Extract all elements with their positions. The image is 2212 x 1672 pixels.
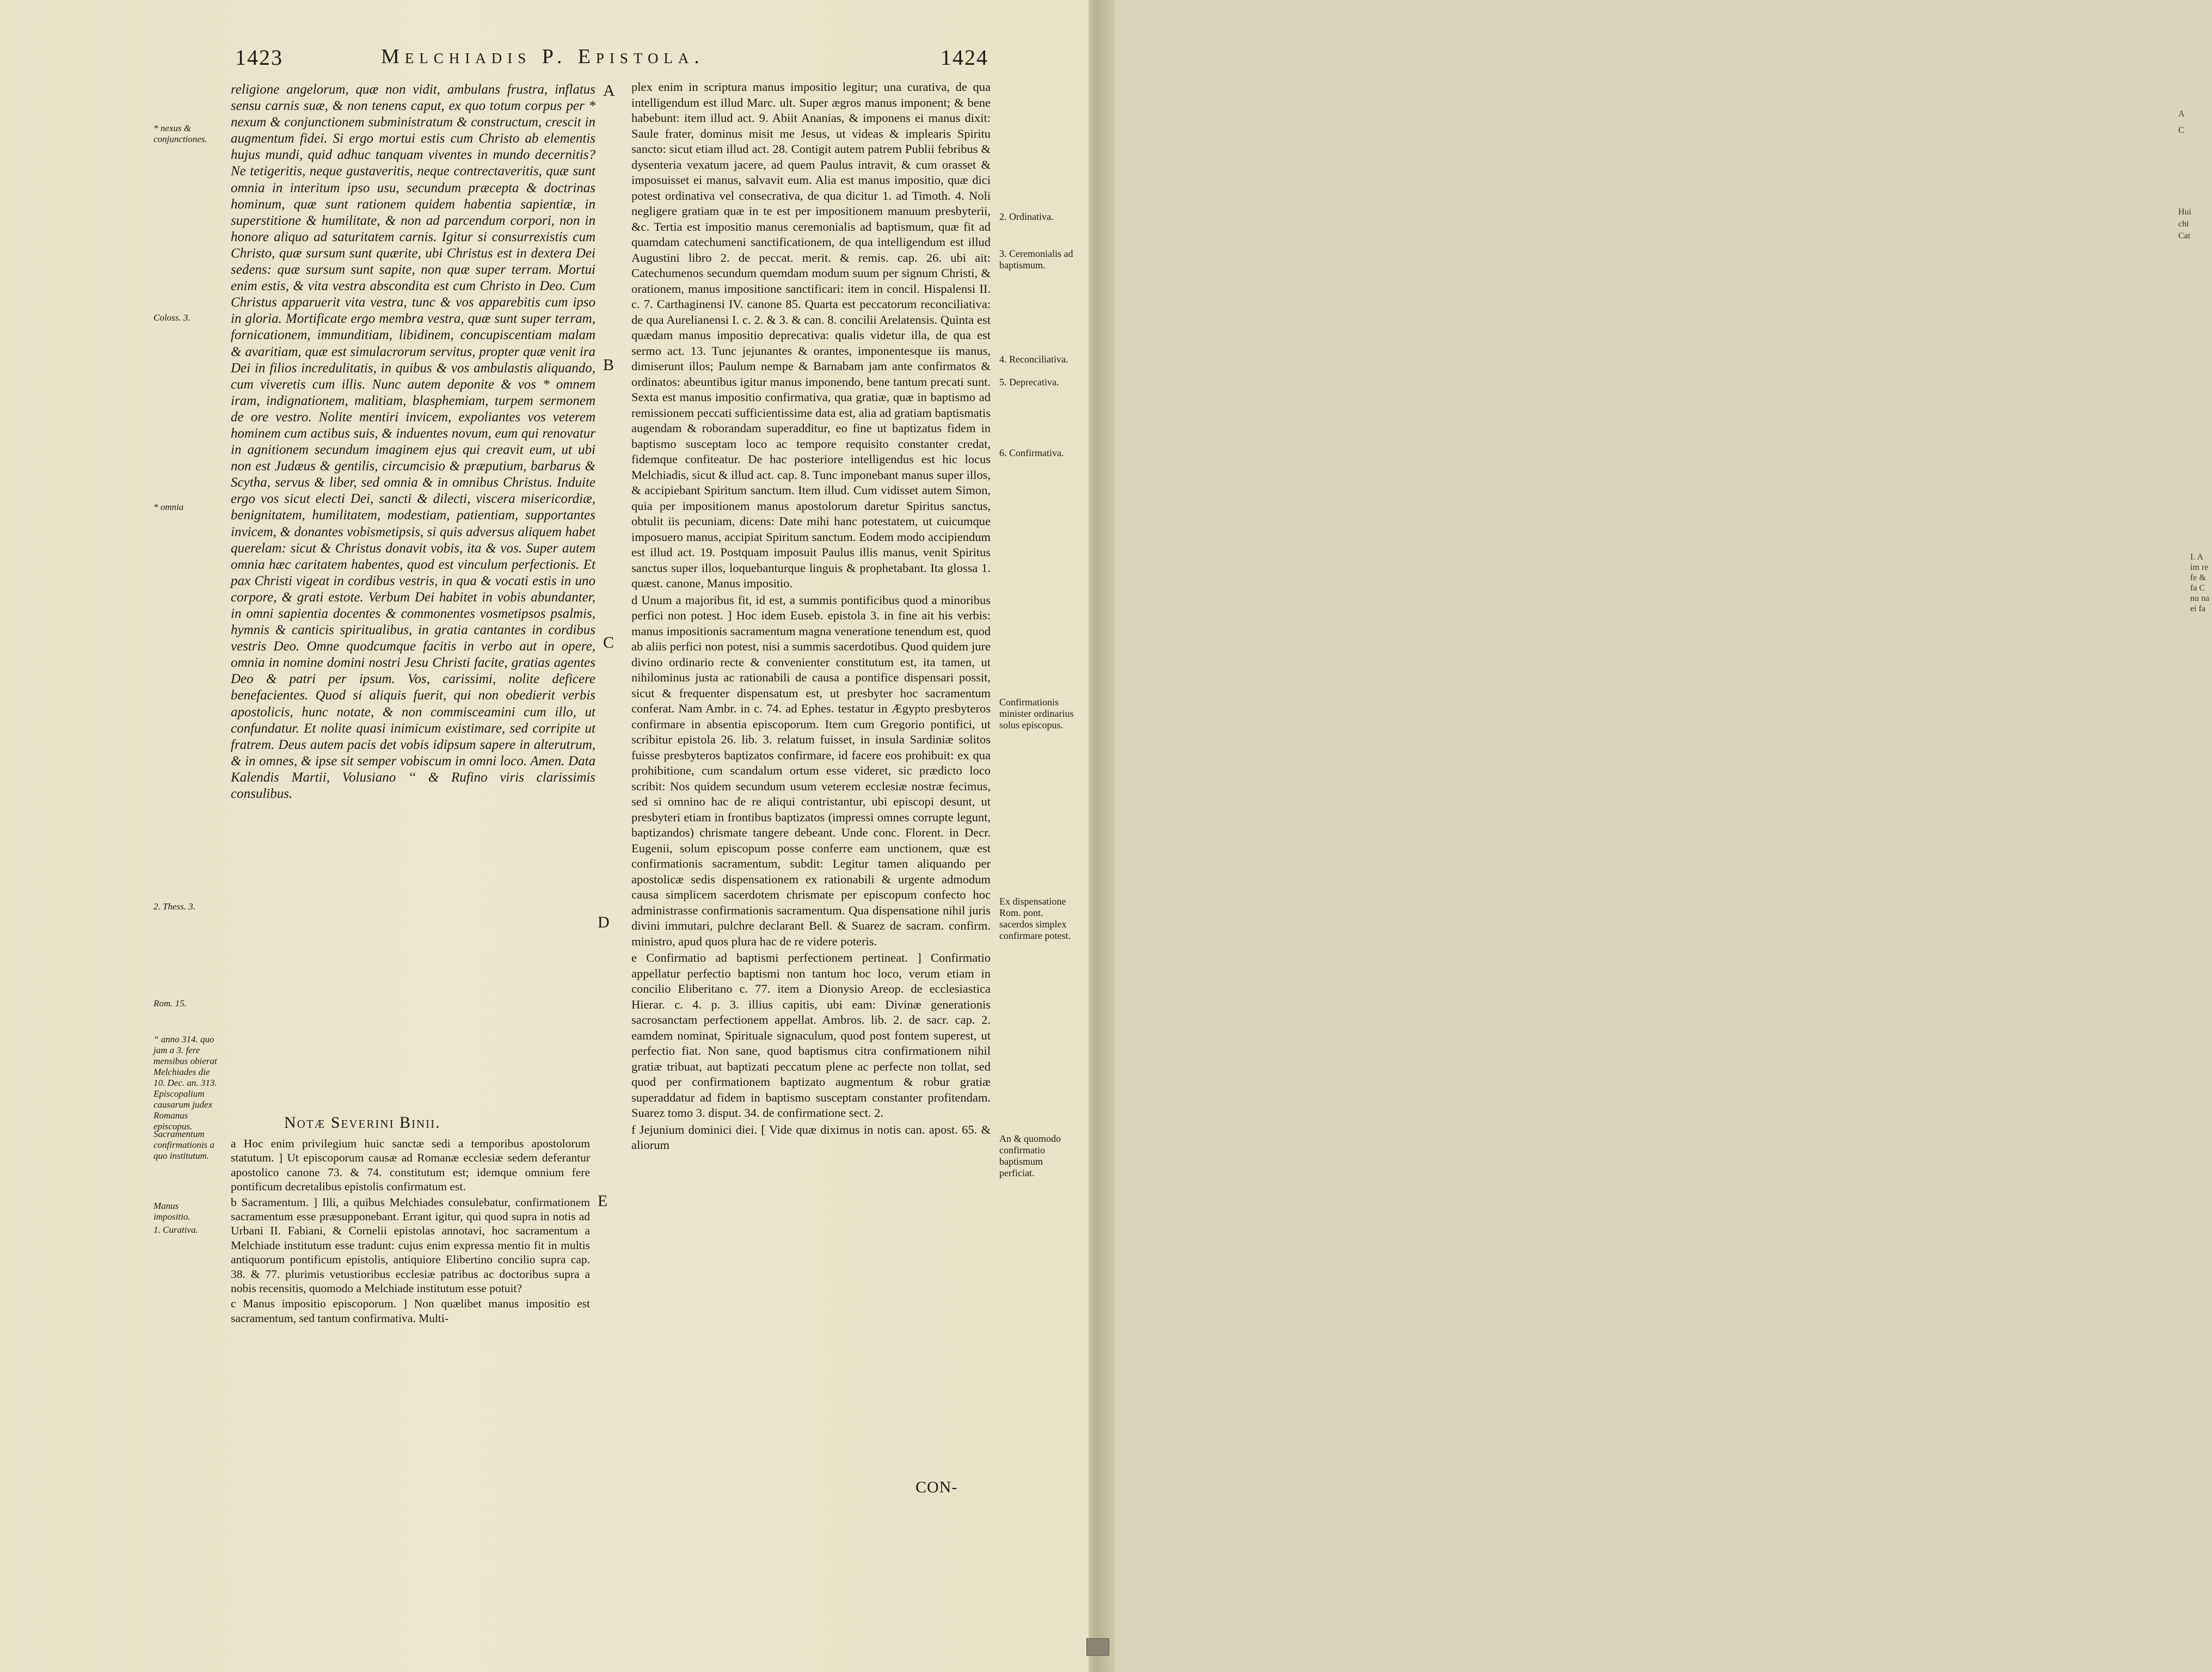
right-page-number: 1424 xyxy=(941,45,988,70)
margin-note-deprecativa: 5. Deprecativa. xyxy=(999,377,1059,388)
book-page xyxy=(0,0,1089,1672)
facing-page-edge xyxy=(1089,0,2210,1672)
edge-text-1: A xyxy=(2178,109,2185,119)
section-letter-d: D xyxy=(598,913,610,931)
note-c: c Manus impositio episcoporum. ] Non quælibet manus impositio est sacramentum, sed tantum confirmativa. Multi- xyxy=(231,1297,590,1325)
notes-heading: Notæ Severini Binii. xyxy=(284,1114,441,1132)
left-page-number: 1423 xyxy=(235,45,283,70)
margin-note-omnia: * omnia xyxy=(153,502,184,512)
margin-note-anno: “ anno 314. quo jam a 3. fere mensibus obierat Melchiades die 10. Dec. an. 313. xyxy=(153,1034,217,1088)
margin-note-coloss: Coloss. 3. xyxy=(153,312,191,323)
margin-note-perficiat: An & quomodo confirmatio baptismum perficiat. xyxy=(999,1133,1061,1178)
bookmark-tab xyxy=(1086,1638,1109,1656)
edge-text-2: C xyxy=(2178,126,2184,135)
section-letter-a: A xyxy=(603,82,615,100)
margin-note-ceremonialis: 3. Ceremonialis ad baptismum. xyxy=(999,248,1073,271)
note-e: e Confirmatio ad baptismi perfectionem pertineat. ] Confirmatio appellatur perfectio baptismi non tantum hoc loco, verum etiam in concilio Eliberitano c. 77. item a Dionysio Areop. de ecclesiastica Hierar. c. 4. p. 3. illius capitis, ubi eam: Divinæ generationis sacrosanctam perfectionem appellat. Ambros. lib. 2. de sacr. cap. 2. eamdem nominat, Spirituale signaculum, quod post fontem superest, ut perfectio fiat. Non sane, quod baptismus citra confirmationem nihil gratiæ tribuat, aut baptizati peccatum plene ac perfecte non tollat, sed quod per confirmationem baptizato augmentum & robur gratiæ superaddatur ad fidem in baptismo susceptam constanter profitendam. Suarez tomo 3. disput. 34. de confirmatione sect. 2. xyxy=(631,951,991,1120)
note-f: f Jejunium dominici diei. [ Vide quæ diximus in notis can. apost. 65. & aliorum xyxy=(631,1122,991,1152)
running-header xyxy=(0,45,1089,77)
edge-text-3: Hui xyxy=(2178,207,2191,217)
margin-note-dispensatione: Ex dispensatione Rom. pont. sacerdos simplex confirmare potest. xyxy=(999,896,1071,941)
margin-note-episcopalium: Episcopalium causarum judex Romanus episcopus. xyxy=(153,1089,213,1132)
epistle-paragraph: religione angelorum, quæ non vidit, ambulans frustra, inflatus sensu carnis suæ, & non tenens caput, ex quo totum corpus per * nexum & conjunctionem subministratum & constructum, crescit in augmentum fidei. Si ergo mortui estis cum Christo ab elementis hujus mundi, quid adhuc tanquam viventes in mundo decernitis? Ne tetigeritis, neque gustaveritis, neque contrectaveritis, quæ sunt omnia in interitum ipso usu, secundum præcepta & doctrinas hominum, quæ sunt rationem quidem habentia sapientiæ, in superstitione & humilitate, & non ad parcendum corpori, non in honore aliquo ad saturitatem carnis. Igitur si consurrexistis cum Christo, quæ sursum sunt quærite, ubi Christus est in dextera Dei sedens: quæ sursum sunt sapite, non quæ super terram. Mortui enim estis, & vita vestra abscondita est cum Christo in Deo. Cum Christus apparuerit vita vestra, tunc & vos apparebitis cum ipso in gloria. Mortificate ergo membra vestra, quæ sunt super terram, fornicationem, immunditiam, libidinem, concupiscentiam malam & avaritiam, quæ est simulacrorum servitus, propter quæ venit ira Dei in filios incredulitatis, in quibus & vos ambulastis aliquando, cum viveretis cum illis. Nunc autem deponite & vos * omnem iram, indignationem, malitiam, blasphemiam, turpem sermonem de ore vestro. Nolite mentiri invicem, expoliantes vos veterem hominem cum actibus suis, & induentes novum, eum qui renovatur in agnitionem secundum imaginem ejus qui creavit eum, ut ubi non est Judæus & gentilis, circumcisio & præputium, barbarus & Scytha, servus & liber, sed omnia & in omnibus Christus. Induite ergo vos sicut electi Dei, sancti & dilecti, viscera misericordiæ, benignitatem, humilitatem, modestiam, patientiam, supportantes invicem, & donantes vobismetipsis, si quis adversus aliquem habet querelam: sicut & Christus donavit vobis, ita & vos. Super autem omnia hæc caritatem habentes, quod est vinculum perfectionis. Et pax Christi vigeat in cordibus vestris, in qua & vocati estis in uno corpore, & grati estote. Verbum Dei habitet in vobis abundanter, in omni sapientia docentes & commonentes vosmetipsos psalmis, hymnis & canticis spiritualibus, in gratia cantantes in cordibus vestris Deo. Omne quodcumque facitis in verbo aut in opere, omnia in nomine domini nostri Jesu Christi facite, gratias agentes Deo & patri per ipsum. Vos, carissimi, nolite deficere benefacientes. Quod si aliquis fuerit, qui non obedierit verbis apostolicis, hunc notate, & non commisceamini cum illo, ut confundatur. Et nolite quasi inimicum existimare, sed corripite ut fratrem. Deus autem pacis det vobis idipsum sapere in alterutrum, & in omnes, & ipse sit semper vobiscum in omni loco. Amen. Data Kalendis Martii, Volusiano ‘‘ & Rufino viris clarissimis consulibus. xyxy=(231,82,595,802)
commentary-column xyxy=(631,79,991,1154)
margin-note-manus: Manus impositio. xyxy=(153,1201,191,1222)
section-letter-c: C xyxy=(603,634,615,651)
margin-note-rom: Rom. 15. xyxy=(153,998,187,1009)
edge-text-4: chi xyxy=(2178,219,2189,229)
margin-note-minister: Confirmationis minister ordinarius solus episcopus. xyxy=(999,697,1074,730)
edge-text-5: Cat xyxy=(2178,231,2191,241)
commentary-c-continued: plex enim in scriptura manus impositio legitur; una curativa, de qua intelligendum est illud Marc. ult. Super ægros manus imponent; & bene habebunt: item illud act. 9. Abiit Ananias, & imponens ei manus dixit: Saule frater, dominus misit me Jesus, ut videas & implearis Spiritu sancto: sicut etiam illud act. 28. Contigit autem patrem Publii febribus & dysenteria vexatum jacere, ad quem Paulus intravit, & cum orasset & imposuisset ei manus, salvavit eum. Alia est manus impositio, quæ dici potest ordinativa vel consecrativa, de qua dicitur 1. ad Timoth. 4. Noli negligere gratiam quæ in te est per impositionem manuum presbyterii, &c. Tertia est impositio manus ceremonialis ad baptismum, quæ fit ad quamdam catechumeni sanctificationem, de qua intelligendum est illud Augustini libro 2. de peccat. merit. & remis. cap. 26. ubi ait: Catechumenos secundum quemdam modum suum per signum Christi, & orationem, manus impositione sanctificari: item in concil. Hispalensi II. c. 7. Carthaginensi IV. canone 85. Quarta est peccatorum reconciliativa: de qua Aurelianensi I. c. 2. & 3. & can. 8. concilii Arelatensis. Quinta est quædam manus impositio deprecativa: qualis videtur illa, de qua est sermo act. 13. Tunc jejunantes & orantes, imponentesque iis manus, dimiserunt illos; Paulum nempe & Barnabam jam ante confirmatos & ordinatos: abeuntibus igitur manus imponendo, bene tantum precati sunt. Sexta est manus impositio confirmativa, qua gratiæ, quæ in baptismo ad remissionem peccati sufficientissime data est, alia ad gratiam baptismatis augendam & roborandam superadditur, eo fine ut baptizatus fidem in baptismo susceptam loco ac tempore requisito constanter credat, fidemque confiteatur. De hac posteriore intelligendus est hic locus Melchiadis, sicut & illud act. cap. 8. Tunc imponebant manus super illos, & accipiebant Spiritum sanctum. Item illud. Cum vidisset autem Simon, quia per impositionem manus apostolorum daretur Spiritus sanctus, obtulit iis pecuniam, dicens: Date mihi hanc potestatem, ut cuicumque imposuero manus, accipiat Spiritum sanctum. Eodem modo accipiendum est illud act. 19. Postquam imposuit Paulus illis manus, venit Spiritus sanctus super illos, loquebanturque linguis & prophetabant. Ita glossa 1. quæst. canone, Manus impositio. xyxy=(631,80,991,590)
running-title: Melchiadis P. Epistola. xyxy=(381,45,705,68)
note-b: b Sacramentum. ] Illi, a quibus Melchiades consulebatur, confirmationem sacramentum esse præsupponebant. Errant igitur, qui quod supra in notis ad Urbani II. Fabiani, & Cornelii epistolas annotavi, hoc sacramentum a Melchiade institutum esse tradunt: cujus enim expressa mentio fit in multis antiquorum pontificum epistolis, antiquiore Elibertino concilio supra cap. 38. & 77. plurimis vetustioribus ecclesiæ patribus ac doctoribus supra a nobis recensitis, quomodo a Melchiade institutum esse potuit? xyxy=(231,1195,590,1295)
margin-note-confirmativa: 6. Confirmativa. xyxy=(999,447,1064,458)
margin-note-ordinativa: 2. Ordinativa. xyxy=(999,211,1054,222)
edge-text-6: I. A im re fe & fa C nu na ei fa xyxy=(2190,552,2210,613)
margin-note-nexus: * nexus & conjunctiones. xyxy=(153,123,207,144)
note-d: d Unum a majoribus fit, id est, a summis pontificibus quod a minoribus perfici non potest. ] Hoc idem Euseb. epistola 3. in fine ait his verbis: manus impositionis sacramentum magna veneratione tenendum est, quod ab aliis perfici non potest, nisi a summis sacerdotibus. Quod quidem jure divino ordinario recte & convenienter constitutum est, ita tamen, ut nihilominus justa ac rationabili de causa a pontifice dispensari possit, sicut & frequenter dispensatum est, ut presbyter hoc sacramentum conferat. Nam Ambr. in c. 74. ad Ephes. testatur in Ægypto presbyteros confirmare in absentia episcoporum. Item cum Gregorio pontifici, ut scribitur epistola 26. lib. 3. relatum fuisset, in insula Sardiniæ solitos fuisse presbyteros baptizatos confirmare, id facere eos prohibuit: ex qua prohibitione, cum scandalum ortum esse videret, sic prædicto loco scribit: Nos quidem secundum usum veterem ecclesiæ nostræ fecimus, sed si omnino hac de re aliqui contristantur, ubi episcopi desunt, ut presbyteri etiam in frontibus baptizatos (impressi omnes corrupte legunt, baptizandos) chrismate tangere debeant. Unde conc. Florent. in Decr. Eugenii, solum episcopum posse conferre eam unctionem, quæ est confirmationis sacramentum, subdit: Legitur tamen aliquando per apostolicæ sedis dispensationem ex rationabili & urgente admodum causa simplicem sacerdotem chrismate per episcopum confecto hoc administrasse confirmationis sacramentum. Qua dispensatione nihil juris divini immutari, pulchre declarant Bell. & Suarez de sacram. confirm. ministro, apud quos plura hac de re videre poteris. xyxy=(631,593,991,948)
section-letter-e: E xyxy=(598,1192,608,1210)
margin-note-curativa: 1. Curativa. xyxy=(153,1225,198,1235)
epistle-text-column xyxy=(231,82,595,802)
note-a: a Hoc enim privilegium huic sanctæ sedi a temporibus apostolorum statutum. ] Ut episcoporum causæ ad Romanæ ecclesiæ sedem deferantur apostolico canone 73. & 74. constitutum est; idemque omnium fere pontificum decretalibus epistolis confirmatum est. xyxy=(231,1137,590,1194)
margin-note-reconciliativa: 4. Reconciliativa. xyxy=(999,354,1068,365)
section-letter-b: B xyxy=(603,356,615,374)
margin-note-sacramentum: Sacramentum confirmationis a quo institutum. xyxy=(153,1129,214,1161)
catchword: CON- xyxy=(915,1478,958,1496)
notes-column xyxy=(231,1136,590,1326)
margin-note-thess: 2. Thess. 3. xyxy=(153,901,195,912)
